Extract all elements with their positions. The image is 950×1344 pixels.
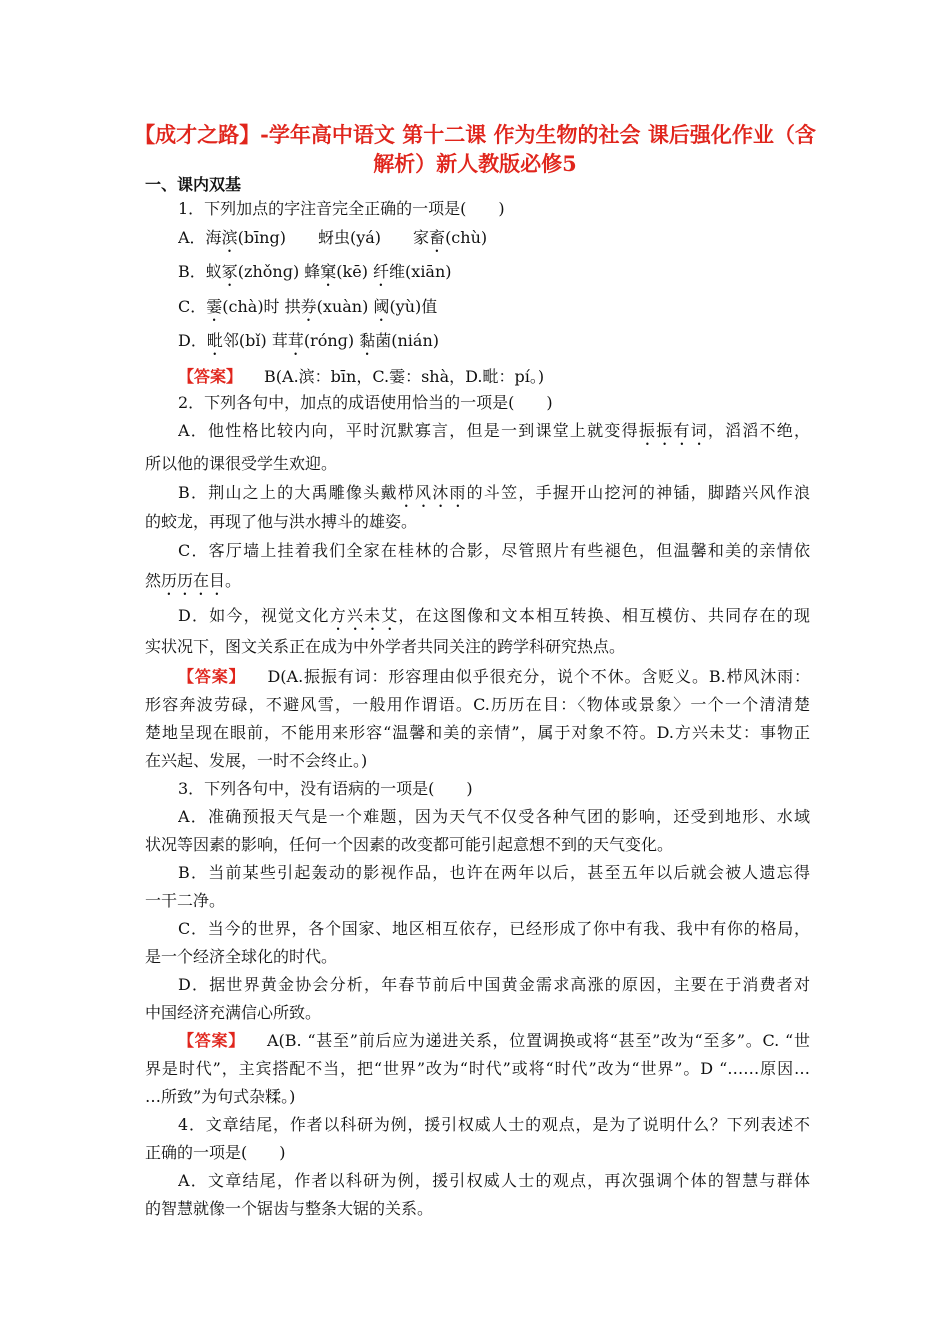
q4-stem-line1: 4．文章结尾，作者以科研为例，援引权威人士的观点，是为了说明什么？下列表述不 — [178, 1115, 810, 1134]
q1-option-c: C．霎(chà)时 拱券(xuàn) 阈(yù)值 — [178, 297, 438, 316]
dotted-idiom: 方兴未艾 — [329, 606, 399, 625]
dotted-char: 茸 — [287, 331, 304, 350]
q3-option-d-line1: D．据世界黄金协会分析，年春节前后中国黄金需求高涨的原因，主要在于消费者对 — [178, 975, 810, 994]
document-title — [120, 120, 830, 178]
section-heading: 一、课内双基 — [145, 175, 242, 194]
title-line-2: 解析）新人教版必修5 — [373, 151, 577, 176]
q3-option-c-line2: 是一个经济全球化的时代。 — [145, 947, 338, 966]
q3-option-a-line1: A．准确预报天气是一个难题，因为天气不仅受各种气团的影响，还受到地形、水域 — [178, 807, 810, 826]
q4-stem-line2: 正确的一项是( ) — [145, 1143, 286, 1162]
q2-option-d-line1: D．如今，视觉文化方兴未艾，在这图像和文本相互转换、相互模仿、共同存在的现 — [178, 606, 810, 625]
q3-option-a-line2: 状况等因素的影响，任何一个因素的改变都可能引起意想不到的天气变化。 — [145, 835, 674, 854]
q3-option-b-line2: 一干二净。 — [145, 891, 226, 910]
dotted-char: 纤 — [373, 262, 390, 281]
q3-option-d-line2: 中国经济充满信心所致。 — [145, 1003, 322, 1022]
q1-answer: 【答案】 B(A.滨：bīn，C.霎：shà，D.毗：pí。) — [178, 367, 545, 386]
q3-answer-line3: …所致”为句式杂糅。) — [145, 1087, 296, 1106]
q2-option-a-line1: A．他性格比较内向，平时沉默寡言，但是一到课堂上就变得振振有词，滔滔不绝， — [178, 421, 810, 440]
q1-option-d: D．毗邻(bǐ) 茸茸(rónɡ) 黏菌(nián) — [178, 331, 439, 350]
dotted-char: 窠 — [320, 262, 337, 281]
q2-answer-line1: 【答案】 D(A.振振有词：形容理由似乎很充分，说个不休。含贬义。B.栉风沐雨： — [178, 667, 810, 686]
q2-stem: 2．下列各句中，加点的成语使用恰当的一项是( ) — [178, 393, 553, 412]
q2-answer-line3: 楚地呈现在眼前，不能用来形容“温馨和美的亲情”，属于对象不符。D.方兴未艾：事物正 — [145, 723, 810, 742]
q3-option-b-line1: B．当前某些引起轰动的影视作品，也许在两年以后，甚至五年以后就会被人遗忘得 — [178, 863, 810, 882]
dotted-char: 霎 — [206, 297, 223, 316]
q2-option-d-line2: 实状况下，图文关系正在成为中外学者共同关注的跨学科研究热点。 — [145, 637, 626, 656]
dotted-char: 毗 — [206, 331, 223, 350]
q2-option-c-line1: C．客厅墙上挂着我们全家在桂林的合影，尽管照片有些褪色，但温馨和美的亲情依 — [178, 541, 810, 560]
q2-answer-line2: 形容奔波劳碌，不避风雪，一般用作谓语。C.历历在目：〈物体或景象〉一个一个清清楚 — [145, 695, 810, 714]
q2-option-a-line2: 所以他的课很受学生欢迎。 — [145, 454, 338, 473]
dotted-char: 畜 — [429, 228, 446, 247]
dotted-idiom: 栉风沐雨 — [397, 483, 467, 502]
q3-stem: 3．下列各句中，没有语病的一项是( ) — [178, 779, 473, 798]
dotted-char: 滨 — [221, 228, 238, 247]
dotted-char: 冢 — [221, 262, 238, 281]
dotted-char: 黏 — [359, 331, 376, 350]
q2-answer-line4: 在兴起、发展，一时不会终止。) — [145, 751, 368, 770]
q2-option-b-line1: B．荆山之上的大禹雕像头戴栉风沐雨的斗笠，手握开山挖河的神锸，脚踏兴风作浪 — [178, 483, 810, 502]
answer-label: 【答案】 — [178, 667, 246, 686]
answer-label: 【答案】 — [178, 1031, 245, 1050]
answer-label: 【答案】 — [178, 367, 243, 386]
dotted-idiom: 振振有词 — [638, 421, 708, 440]
q3-option-c-line1: C．当今的世界，各个国家、地区相互依存，已经形成了你中有我、我中有你的格局， — [178, 919, 810, 938]
q4-option-a-line2: 的智慧就像一个锯齿与整条大锯的关系。 — [145, 1199, 434, 1218]
dotted-idiom: 历历在目 — [161, 571, 226, 590]
q3-answer-line2: 界是时代”，主宾搭配不当，把“世界”改为“时代”或将“时代”改为“世界”。D “……原因… — [145, 1059, 810, 1078]
q1-option-a: A．海滨(bīng) 蚜虫(yá) 家畜(chù) — [178, 228, 488, 247]
q1-option-b: B．蚁冢(zhǒnɡ) 蜂窠(kē) 纤维(xiān) — [178, 262, 452, 281]
q3-answer-line1: 【答案】 A(B. “甚至”前后应为递进关系，位置调换或将“甚至”改为“至多”。C. “世 — [178, 1031, 810, 1050]
title-line-1: 【成才之路】-学年高中语文 第十二课 作为生物的社会 课后强化作业（含 — [134, 122, 816, 147]
q2-option-c-line2: 然历历在目。 — [145, 571, 242, 590]
q1-stem: 1．下列加点的字注音完全正确的一项是( ) — [178, 199, 505, 218]
q2-option-b-line2: 的蛟龙，再现了他与洪水搏斗的雄姿。 — [145, 512, 418, 531]
q4-option-a-line1: A．文章结尾，作者以科研为例，援引权威人士的观点，再次强调个体的智慧与群体 — [178, 1171, 810, 1190]
dotted-char: 券 — [300, 297, 317, 316]
dotted-char: 阈 — [373, 297, 390, 316]
